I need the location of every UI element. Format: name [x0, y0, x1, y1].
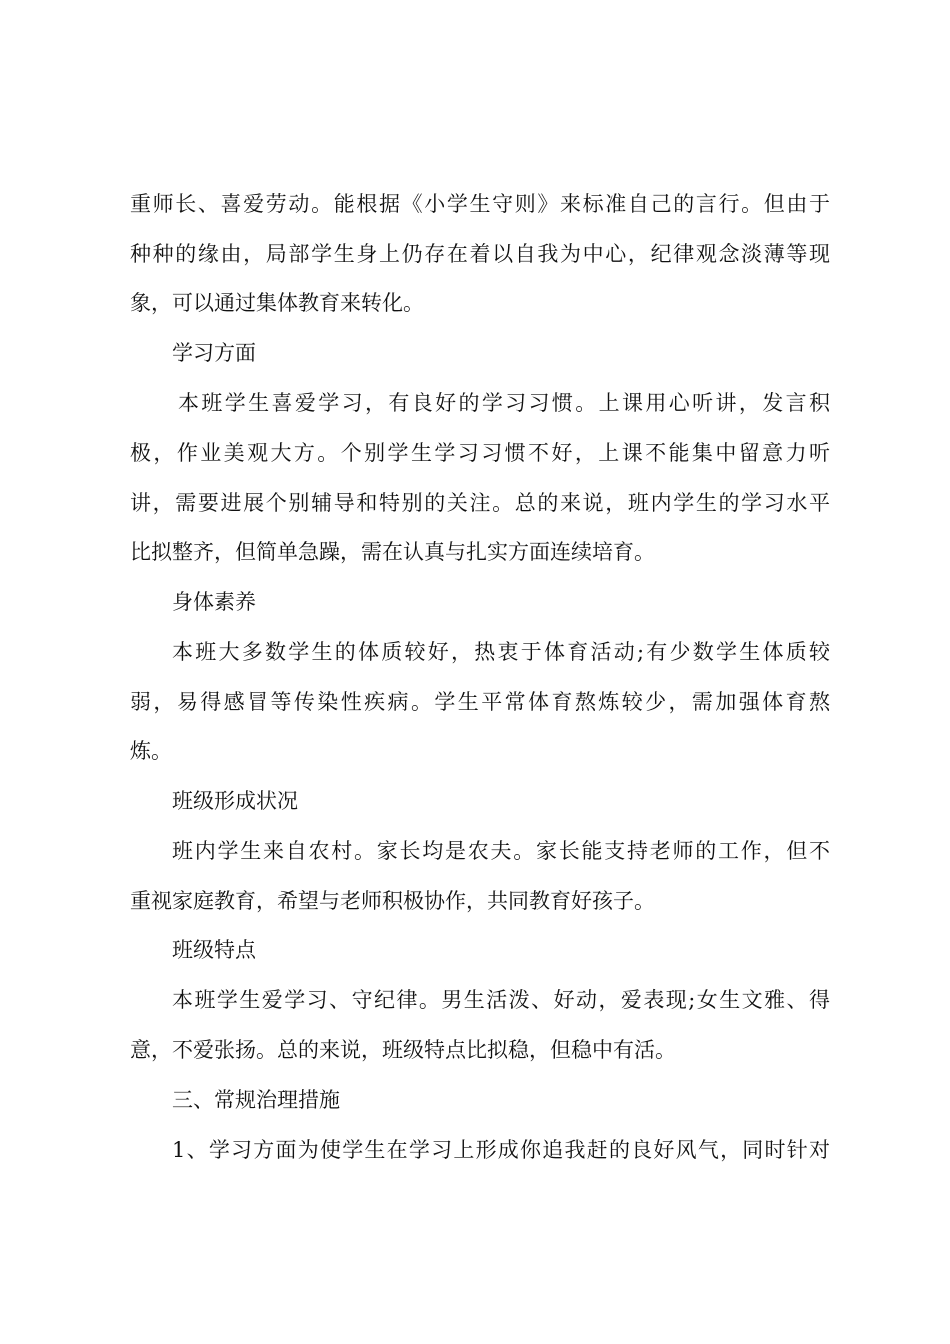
text-line-20: 1、学习方面为使学生在学习上形成你追我赶的良好风气，同时针对 — [172, 1138, 830, 1162]
text-line-18: 意，不爱张扬。总的来说，班级特点比拟稳，但稳中有活。 — [130, 1038, 676, 1062]
text-line-15: 重视家庭教育，希望与老师积极协作，共同教育好孩子。 — [130, 889, 655, 913]
text-line-11: 弱，易得感冒等传染性疾病。学生平常体育熬炼较少，需加强体育熬 — [130, 690, 830, 714]
text-line-10: 本班大多数学生的体质较好，热衷于体育活动;有少数学生体质较 — [172, 640, 830, 664]
text-line-17: 本班学生爱学习、守纪律。男生活泼、好动，爱表现;女生文雅、得 — [172, 988, 830, 1012]
text-line-6: 极，作业美观大方。个别学生学习习惯不好，上课不能集中留意力听 — [130, 441, 830, 465]
section-heading-physical: 身体素养 — [172, 590, 256, 614]
section-heading-class-formation: 班级形成状况 — [172, 789, 298, 813]
text-line-3: 象，可以通过集体教育来转化。 — [130, 291, 424, 315]
text-line-14: 班内学生来自农村。家长均是农夫。家长能支持老师的工作，但不 — [172, 839, 830, 863]
text-line-12: 炼。 — [130, 739, 172, 763]
text-line-8: 比拟整齐，但简单急躁，需在认真与扎实方面连续培育。 — [130, 540, 655, 564]
text-line-2: 种种的缘由，局部学生身上仍存在着以自我为中心，纪律观念淡薄等现 — [130, 242, 830, 266]
text-line-1: 重师长、喜爱劳动。能根据《小学生守则》来标准自己的言行。但由于 — [130, 192, 830, 216]
section-heading-study: 学习方面 — [172, 341, 256, 365]
text-line-7: 讲，需要进展个别辅导和特别的关注。总的来说，班内学生的学习水平 — [130, 491, 830, 515]
section-heading-management: 三、常规治理措施 — [172, 1088, 340, 1112]
section-heading-class-features: 班级特点 — [172, 938, 256, 962]
text-line-5: 本班学生喜爱学习，有良好的学习习惯。上课用心听讲，发言积 — [178, 391, 830, 415]
